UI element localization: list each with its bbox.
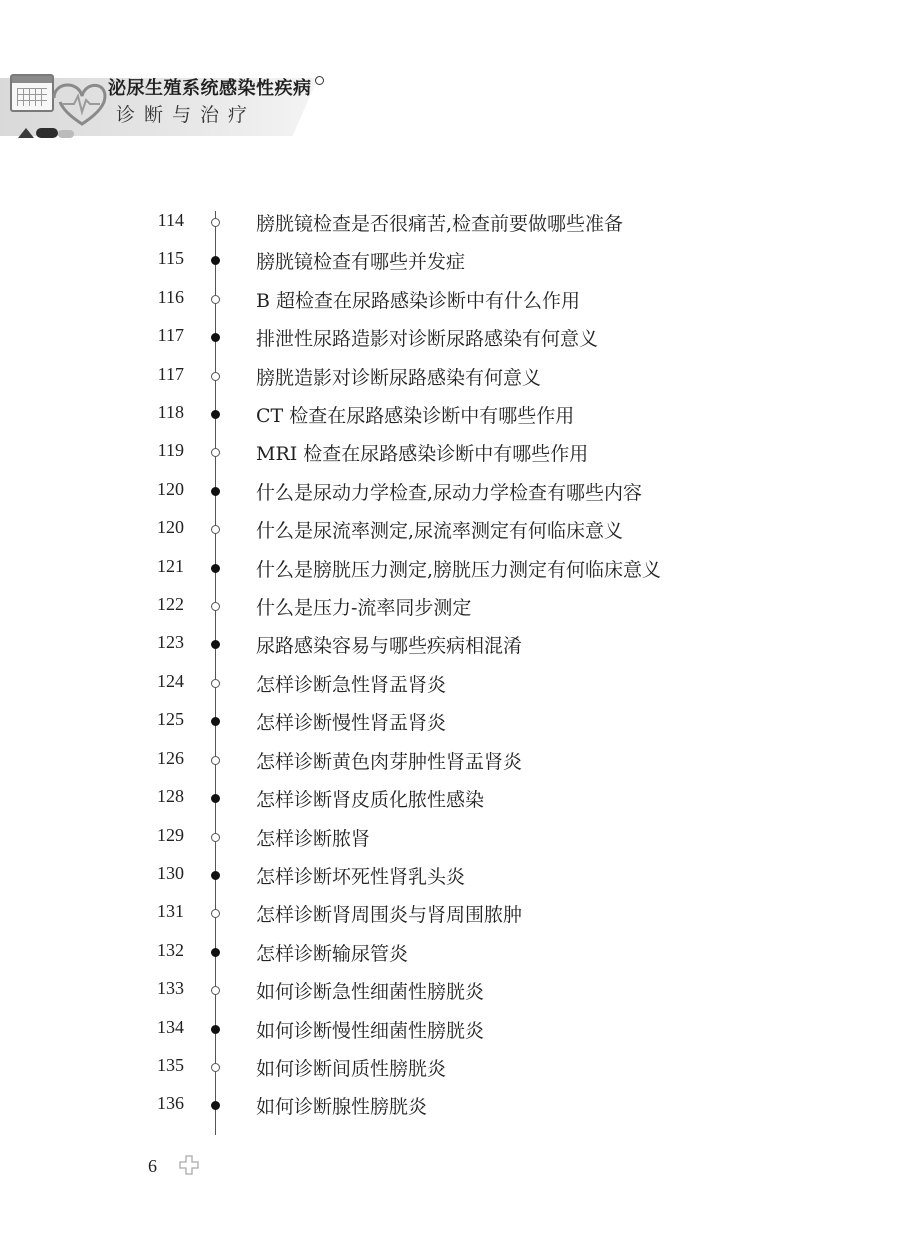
toc-page-number: 118	[157, 402, 184, 423]
toc-page-number: 119	[157, 440, 184, 461]
page-number: 6	[148, 1156, 157, 1176]
toc-entry[interactable]	[0, 241, 900, 279]
filled-dot-icon	[211, 1025, 220, 1034]
toc-page-number: 124	[157, 670, 184, 691]
toc-entry[interactable]	[0, 587, 900, 625]
toc-entry-title: 什么是尿动力学检查,尿动力学检查有哪些内容	[256, 481, 643, 504]
pills-icon	[16, 124, 76, 140]
toc-entry[interactable]	[0, 1048, 900, 1086]
toc-entry[interactable]	[0, 1086, 900, 1124]
open-dot-icon	[211, 295, 220, 304]
open-dot-icon	[211, 909, 220, 918]
toc-page-number: 117	[157, 325, 184, 346]
toc-entry-title: 怎样诊断输尿管炎	[256, 942, 409, 965]
toc-page-number: 131	[157, 901, 184, 922]
filled-dot-icon	[211, 410, 220, 419]
toc-entry[interactable]	[0, 510, 900, 548]
toc-entry-title: 如何诊断慢性细菌性膀胱炎	[256, 1019, 485, 1042]
toc-entry[interactable]	[0, 741, 900, 779]
registered-mark-icon	[315, 76, 324, 85]
toc-page-number: 125	[157, 709, 184, 730]
filled-dot-icon	[211, 640, 220, 649]
toc-entry-title: 膀胱镜检查是否很痛苦,检查前要做哪些准备	[256, 213, 624, 235]
toc-page-number: 126	[157, 747, 184, 768]
open-dot-icon	[211, 525, 220, 534]
toc-entry-title: 膀胱镜检查有哪些并发症	[256, 251, 466, 274]
toc-page-number: 115	[157, 248, 184, 269]
heart-stethoscope-icon	[52, 76, 112, 126]
toc-entry-title: 如何诊断腺性膀胱炎	[256, 1096, 428, 1119]
toc-page-number: 130	[157, 862, 184, 883]
toc-page-number: 133	[157, 978, 184, 999]
filled-dot-icon	[211, 487, 220, 496]
toc-entry[interactable]	[0, 664, 900, 702]
toc-entry[interactable]	[0, 702, 900, 740]
toc-entry[interactable]	[0, 357, 900, 395]
filled-dot-icon	[211, 256, 220, 265]
calendar-icon	[10, 74, 54, 112]
toc-entry[interactable]	[0, 280, 900, 318]
toc-page-number: 132	[157, 939, 184, 960]
toc-entry[interactable]	[0, 625, 900, 663]
toc-entry-title: 尿路感染容易与哪些疾病相混淆	[256, 635, 523, 658]
header-subtitle: 诊断与治疗	[116, 104, 257, 126]
toc-entry[interactable]	[0, 1010, 900, 1048]
toc-entry-title: 怎样诊断黄色肉芽肿性肾盂肾炎	[256, 750, 523, 773]
toc-page-number: 123	[157, 632, 184, 653]
toc-entry[interactable]	[0, 549, 900, 587]
filled-dot-icon	[211, 871, 220, 880]
toc-entry-title: CT 检查在尿路感染诊断中有哪些作用	[256, 405, 575, 428]
header-title: 泌尿生殖系统感染性疾病	[108, 74, 324, 100]
toc-entry-title: B 超检查在尿路感染诊断中有什么作用	[256, 289, 581, 312]
header-banner	[0, 60, 330, 150]
toc-page-number: 117	[157, 363, 184, 384]
toc-entry[interactable]	[0, 472, 900, 510]
toc-entry-title: 怎样诊断坏死性肾乳头炎	[256, 865, 466, 888]
filled-dot-icon	[211, 1101, 220, 1110]
toc-entry[interactable]	[0, 318, 900, 356]
toc-entry-title: 什么是压力-流率同步测定	[256, 597, 472, 620]
filled-dot-icon	[211, 948, 220, 957]
toc-entry-title: 排泄性尿路造影对诊断尿路感染有何意义	[256, 328, 599, 351]
toc-page-number: 122	[157, 594, 184, 615]
toc-page-number: 134	[157, 1016, 184, 1037]
open-dot-icon	[211, 602, 220, 611]
toc-page-number: 120	[157, 478, 184, 499]
toc-entry-title: 如何诊断间质性膀胱炎	[256, 1057, 447, 1080]
toc-entry[interactable]	[0, 395, 900, 433]
toc-entry-title: 什么是膀胱压力测定,膀胱压力测定有何临床意义	[256, 558, 662, 581]
toc-entry[interactable]	[0, 433, 900, 471]
toc-page-number: 116	[157, 286, 184, 307]
toc-entry-title: 怎样诊断肾皮质化脓性感染	[256, 789, 485, 812]
filled-dot-icon	[211, 564, 220, 573]
open-dot-icon	[211, 833, 220, 842]
toc-entry[interactable]	[0, 203, 900, 241]
toc-list	[0, 203, 900, 1125]
filled-dot-icon	[211, 717, 220, 726]
toc-entry-title: 膀胱造影对诊断尿路感染有何意义	[256, 366, 542, 389]
plus-icon	[179, 1155, 199, 1175]
toc-entry-title: 怎样诊断慢性肾盂肾炎	[256, 712, 447, 735]
toc-entry[interactable]	[0, 933, 900, 971]
open-dot-icon	[211, 372, 220, 381]
toc-page-number: 120	[157, 517, 184, 538]
filled-dot-icon	[211, 333, 220, 342]
toc-page-number: 136	[157, 1093, 184, 1114]
toc-page-number: 129	[157, 824, 184, 845]
toc-entry-title: 怎样诊断肾周围炎与肾周围脓肿	[256, 904, 523, 927]
open-dot-icon	[211, 756, 220, 765]
toc-entry[interactable]	[0, 856, 900, 894]
toc-page-number: 121	[157, 555, 184, 576]
open-dot-icon	[211, 448, 220, 457]
open-dot-icon	[211, 1063, 220, 1072]
toc-entry-title: 如何诊断急性细菌性膀胱炎	[256, 981, 485, 1004]
open-dot-icon	[211, 679, 220, 688]
toc-page-number: 114	[157, 210, 184, 230]
toc-entry[interactable]	[0, 894, 900, 932]
toc-page-number: 135	[157, 1054, 184, 1075]
toc-entry[interactable]	[0, 818, 900, 856]
open-dot-icon	[211, 986, 220, 995]
toc-page-number: 128	[157, 786, 184, 807]
toc-entry-title: MRI 检查在尿路感染诊断中有哪些作用	[256, 443, 589, 466]
toc-entry[interactable]	[0, 971, 900, 1009]
filled-dot-icon	[211, 794, 220, 803]
table-of-contents	[0, 203, 900, 1125]
toc-entry-title: 什么是尿流率测定,尿流率测定有何临床意义	[256, 520, 624, 543]
open-dot-icon	[211, 218, 220, 227]
toc-entry-title: 怎样诊断脓肾	[256, 827, 371, 850]
toc-entry[interactable]	[0, 779, 900, 817]
toc-entry-title: 怎样诊断急性肾盂肾炎	[256, 673, 447, 696]
